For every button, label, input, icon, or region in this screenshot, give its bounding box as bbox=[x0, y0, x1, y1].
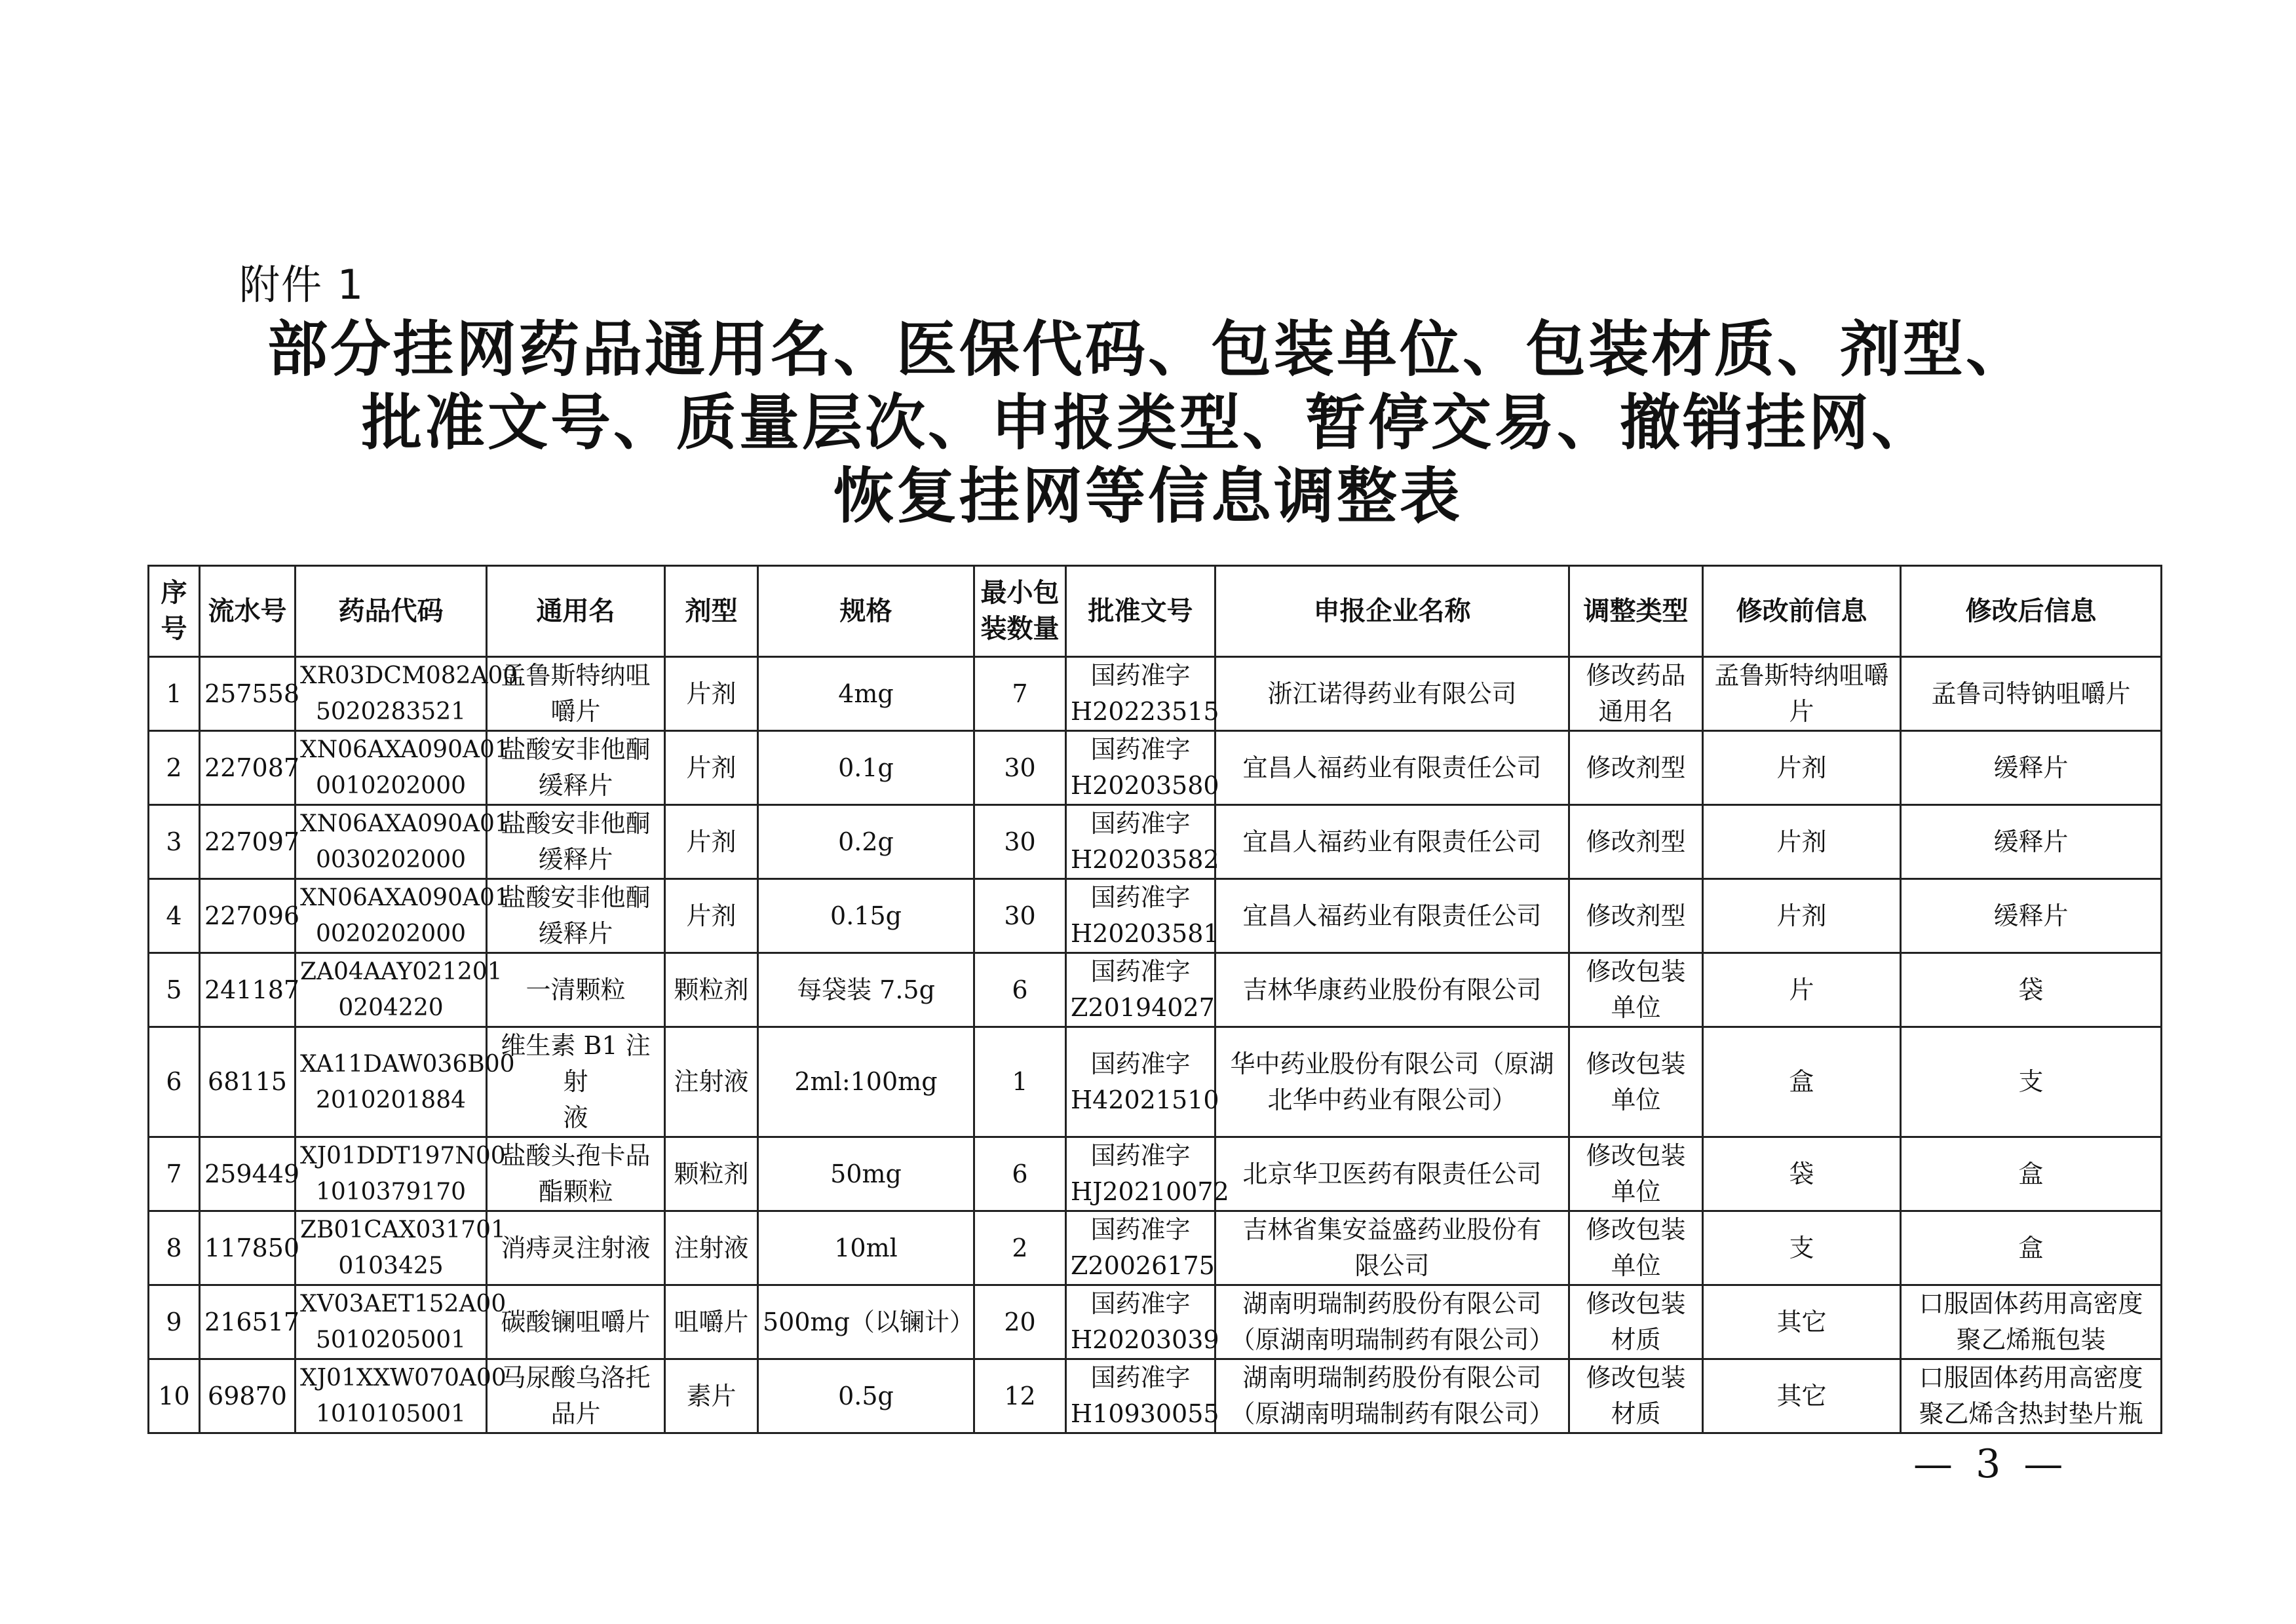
header-index: 序 号 bbox=[149, 566, 200, 657]
cell-drug-code: XJ01DDT197N00 1010379170 bbox=[296, 1137, 487, 1211]
table-row bbox=[149, 879, 2162, 953]
cell-adjust-type: 修改剂型 bbox=[1569, 805, 1703, 879]
table-row bbox=[149, 1285, 2162, 1359]
cell-approval-no: 国药准字 Z20194027 bbox=[1066, 953, 1215, 1027]
cell-serial: 257558 bbox=[200, 657, 296, 731]
cell-min-pack: 30 bbox=[974, 879, 1066, 953]
table-row bbox=[149, 731, 2162, 805]
table-row bbox=[149, 1359, 2162, 1433]
cell-serial: 117850 bbox=[200, 1211, 296, 1285]
table-header-row bbox=[149, 566, 2162, 657]
cell-drug-code: ZB01CAX031701 0103425 bbox=[296, 1211, 487, 1285]
cell-generic-name: 维生素 B1 注射 液 bbox=[487, 1027, 665, 1137]
adjustment-table bbox=[147, 565, 2162, 1434]
cell-index: 5 bbox=[149, 953, 200, 1027]
cell-approval-no: 国药准字 HJ20210072 bbox=[1066, 1137, 1215, 1211]
cell-generic-name: 盐酸头孢卡品 酯颗粒 bbox=[487, 1137, 665, 1211]
cell-company: 宜昌人福药业有限责任公司 bbox=[1215, 879, 1569, 953]
cell-spec: 10ml bbox=[758, 1211, 974, 1285]
cell-drug-code: XA11DAW036B00 2010201884 bbox=[296, 1027, 487, 1137]
cell-company: 湖南明瑞制药股份有限公司 （原湖南明瑞制药有限公司） bbox=[1215, 1285, 1569, 1359]
cell-serial: 68115 bbox=[200, 1027, 296, 1137]
cell-min-pack: 7 bbox=[974, 657, 1066, 731]
cell-company: 吉林华康药业股份有限公司 bbox=[1215, 953, 1569, 1027]
cell-adjust-type: 修改剂型 bbox=[1569, 731, 1703, 805]
cell-approval-no: 国药准字 H20203581 bbox=[1066, 879, 1215, 953]
header-approval-no: 批准文号 bbox=[1066, 566, 1215, 657]
cell-min-pack: 1 bbox=[974, 1027, 1066, 1137]
cell-dosage-form: 片剂 bbox=[665, 657, 758, 731]
cell-adjust-type: 修改包装 材质 bbox=[1569, 1285, 1703, 1359]
cell-dosage-form: 颗粒剂 bbox=[665, 953, 758, 1027]
cell-dosage-form: 片剂 bbox=[665, 805, 758, 879]
cell-index: 10 bbox=[149, 1359, 200, 1433]
cell-adjust-type: 修改包装 单位 bbox=[1569, 1137, 1703, 1211]
cell-after: 缓释片 bbox=[1901, 731, 2162, 805]
table-row bbox=[149, 1211, 2162, 1285]
cell-adjust-type: 修改包装 单位 bbox=[1569, 953, 1703, 1027]
cell-after: 缓释片 bbox=[1901, 879, 2162, 953]
cell-company: 吉林省集安益盛药业股份有 限公司 bbox=[1215, 1211, 1569, 1285]
cell-spec: 4mg bbox=[758, 657, 974, 731]
cell-after: 盒 bbox=[1901, 1137, 2162, 1211]
header-min-pack: 最小包 装数量 bbox=[974, 566, 1066, 657]
cell-before: 孟鲁斯特纳咀嚼 片 bbox=[1703, 657, 1901, 731]
cell-adjust-type: 修改药品 通用名 bbox=[1569, 657, 1703, 731]
cell-index: 6 bbox=[149, 1027, 200, 1137]
cell-before: 片 bbox=[1703, 953, 1901, 1027]
cell-before: 其它 bbox=[1703, 1285, 1901, 1359]
header-after: 修改后信息 bbox=[1901, 566, 2162, 657]
cell-company: 宜昌人福药业有限责任公司 bbox=[1215, 805, 1569, 879]
cell-company: 湖南明瑞制药股份有限公司 （原湖南明瑞制药有限公司） bbox=[1215, 1359, 1569, 1433]
cell-min-pack: 6 bbox=[974, 953, 1066, 1027]
cell-min-pack: 20 bbox=[974, 1285, 1066, 1359]
page-title-line-3: 恢复挂网等信息调整表 bbox=[833, 461, 1463, 531]
cell-serial: 241187 bbox=[200, 953, 296, 1027]
cell-index: 1 bbox=[149, 657, 200, 731]
cell-dosage-form: 素片 bbox=[665, 1359, 758, 1433]
cell-generic-name: 马尿酸乌洛托 品片 bbox=[487, 1359, 665, 1433]
cell-generic-name: 盐酸安非他酮 缓释片 bbox=[487, 879, 665, 953]
cell-dosage-form: 颗粒剂 bbox=[665, 1137, 758, 1211]
cell-serial: 227096 bbox=[200, 879, 296, 953]
page-number: — 3 — bbox=[1913, 1441, 2069, 1487]
cell-after: 口服固体药用高密度 聚乙烯含热封垫片瓶 bbox=[1901, 1359, 2162, 1433]
cell-index: 8 bbox=[149, 1211, 200, 1285]
cell-spec: 2ml:100mg bbox=[758, 1027, 974, 1137]
cell-min-pack: 30 bbox=[974, 731, 1066, 805]
cell-after: 袋 bbox=[1901, 953, 2162, 1027]
cell-approval-no: 国药准字 H20223515 bbox=[1066, 657, 1215, 731]
cell-drug-code: XN06AXA090A01 0030202000 bbox=[296, 805, 487, 879]
cell-serial: 69870 bbox=[200, 1359, 296, 1433]
cell-dosage-form: 片剂 bbox=[665, 731, 758, 805]
table-row bbox=[149, 1027, 2162, 1137]
cell-dosage-form: 注射液 bbox=[665, 1027, 758, 1137]
cell-generic-name: 一清颗粒 bbox=[487, 953, 665, 1027]
cell-generic-name: 盐酸安非他酮 缓释片 bbox=[487, 731, 665, 805]
cell-adjust-type: 修改包装 单位 bbox=[1569, 1027, 1703, 1137]
cell-adjust-type: 修改剂型 bbox=[1569, 879, 1703, 953]
header-adjust-type: 调整类型 bbox=[1569, 566, 1703, 657]
cell-company: 华中药业股份有限公司（原湖 北华中药业有限公司） bbox=[1215, 1027, 1569, 1137]
page-title-line-2: 批准文号、质量层次、申报类型、暂停交易、撤销挂网、 bbox=[361, 388, 1934, 458]
header-before: 修改前信息 bbox=[1703, 566, 1901, 657]
cell-before: 袋 bbox=[1703, 1137, 1901, 1211]
cell-approval-no: 国药准字 H20203582 bbox=[1066, 805, 1215, 879]
cell-min-pack: 12 bbox=[974, 1359, 1066, 1433]
header-spec: 规格 bbox=[758, 566, 974, 657]
cell-approval-no: 国药准字 H10930055 bbox=[1066, 1359, 1215, 1433]
header-drug-code: 药品代码 bbox=[296, 566, 487, 657]
header-dosage-form: 剂型 bbox=[665, 566, 758, 657]
cell-approval-no: 国药准字 H20203039 bbox=[1066, 1285, 1215, 1359]
cell-adjust-type: 修改包装 单位 bbox=[1569, 1211, 1703, 1285]
table-row bbox=[149, 1137, 2162, 1211]
cell-before: 片剂 bbox=[1703, 879, 1901, 953]
cell-generic-name: 孟鲁斯特纳咀 嚼片 bbox=[487, 657, 665, 731]
cell-generic-name: 盐酸安非他酮 缓释片 bbox=[487, 805, 665, 879]
header-serial: 流水号 bbox=[200, 566, 296, 657]
cell-spec: 0.15g bbox=[758, 879, 974, 953]
cell-index: 2 bbox=[149, 731, 200, 805]
cell-spec: 0.1g bbox=[758, 731, 974, 805]
cell-dosage-form: 片剂 bbox=[665, 879, 758, 953]
table-row bbox=[149, 657, 2162, 731]
cell-company: 北京华卫医药有限责任公司 bbox=[1215, 1137, 1569, 1211]
cell-after: 支 bbox=[1901, 1027, 2162, 1137]
cell-after: 孟鲁司特钠咀嚼片 bbox=[1901, 657, 2162, 731]
cell-company: 宜昌人福药业有限责任公司 bbox=[1215, 731, 1569, 805]
cell-min-pack: 2 bbox=[974, 1211, 1066, 1285]
cell-index: 7 bbox=[149, 1137, 200, 1211]
table-row bbox=[149, 953, 2162, 1027]
cell-after: 口服固体药用高密度 聚乙烯瓶包装 bbox=[1901, 1285, 2162, 1359]
cell-before: 支 bbox=[1703, 1211, 1901, 1285]
table-row bbox=[149, 805, 2162, 879]
cell-serial: 227087 bbox=[200, 731, 296, 805]
cell-approval-no: 国药准字 H20203580 bbox=[1066, 731, 1215, 805]
cell-before: 片剂 bbox=[1703, 731, 1901, 805]
cell-drug-code: XJ01XXW070A00 1010105001 bbox=[296, 1359, 487, 1433]
cell-min-pack: 30 bbox=[974, 805, 1066, 879]
cell-min-pack: 6 bbox=[974, 1137, 1066, 1211]
cell-serial: 227097 bbox=[200, 805, 296, 879]
header-generic-name: 通用名 bbox=[487, 566, 665, 657]
cell-before: 片剂 bbox=[1703, 805, 1901, 879]
cell-index: 9 bbox=[149, 1285, 200, 1359]
cell-approval-no: 国药准字 Z20026175 bbox=[1066, 1211, 1215, 1285]
cell-generic-name: 消痔灵注射液 bbox=[487, 1211, 665, 1285]
cell-approval-no: 国药准字 H42021510 bbox=[1066, 1027, 1215, 1137]
cell-serial: 259449 bbox=[200, 1137, 296, 1211]
cell-after: 缓释片 bbox=[1901, 805, 2162, 879]
cell-adjust-type: 修改包装 材质 bbox=[1569, 1359, 1703, 1433]
cell-dosage-form: 注射液 bbox=[665, 1211, 758, 1285]
cell-dosage-form: 咀嚼片 bbox=[665, 1285, 758, 1359]
cell-spec: 0.2g bbox=[758, 805, 974, 879]
cell-after: 盒 bbox=[1901, 1211, 2162, 1285]
cell-spec: 每袋装 7.5g bbox=[758, 953, 974, 1027]
cell-generic-name: 碳酸镧咀嚼片 bbox=[487, 1285, 665, 1359]
cell-index: 3 bbox=[149, 805, 200, 879]
cell-before: 其它 bbox=[1703, 1359, 1901, 1433]
cell-spec: 0.5g bbox=[758, 1359, 974, 1433]
cell-drug-code: ZA04AAY021201 0204220 bbox=[296, 953, 487, 1027]
cell-drug-code: XN06AXA090A01 0010202000 bbox=[296, 731, 487, 805]
cell-index: 4 bbox=[149, 879, 200, 953]
cell-serial: 216517 bbox=[200, 1285, 296, 1359]
cell-company: 浙江诺得药业有限公司 bbox=[1215, 657, 1569, 731]
attachment-label: 附件 1 bbox=[239, 261, 365, 309]
header-company: 申报企业名称 bbox=[1215, 566, 1569, 657]
cell-drug-code: XR03DCM082A00 5020283521 bbox=[296, 657, 487, 731]
cell-spec: 50mg bbox=[758, 1137, 974, 1211]
cell-drug-code: XV03AET152A00 5010205001 bbox=[296, 1285, 487, 1359]
page-title-line-1: 部分挂网药品通用名、医保代码、包装单位、包装材质、剂型、 bbox=[267, 314, 2029, 385]
cell-drug-code: XN06AXA090A01 0020202000 bbox=[296, 879, 487, 953]
cell-spec: 500mg（以镧计） bbox=[758, 1285, 974, 1359]
cell-before: 盒 bbox=[1703, 1027, 1901, 1137]
